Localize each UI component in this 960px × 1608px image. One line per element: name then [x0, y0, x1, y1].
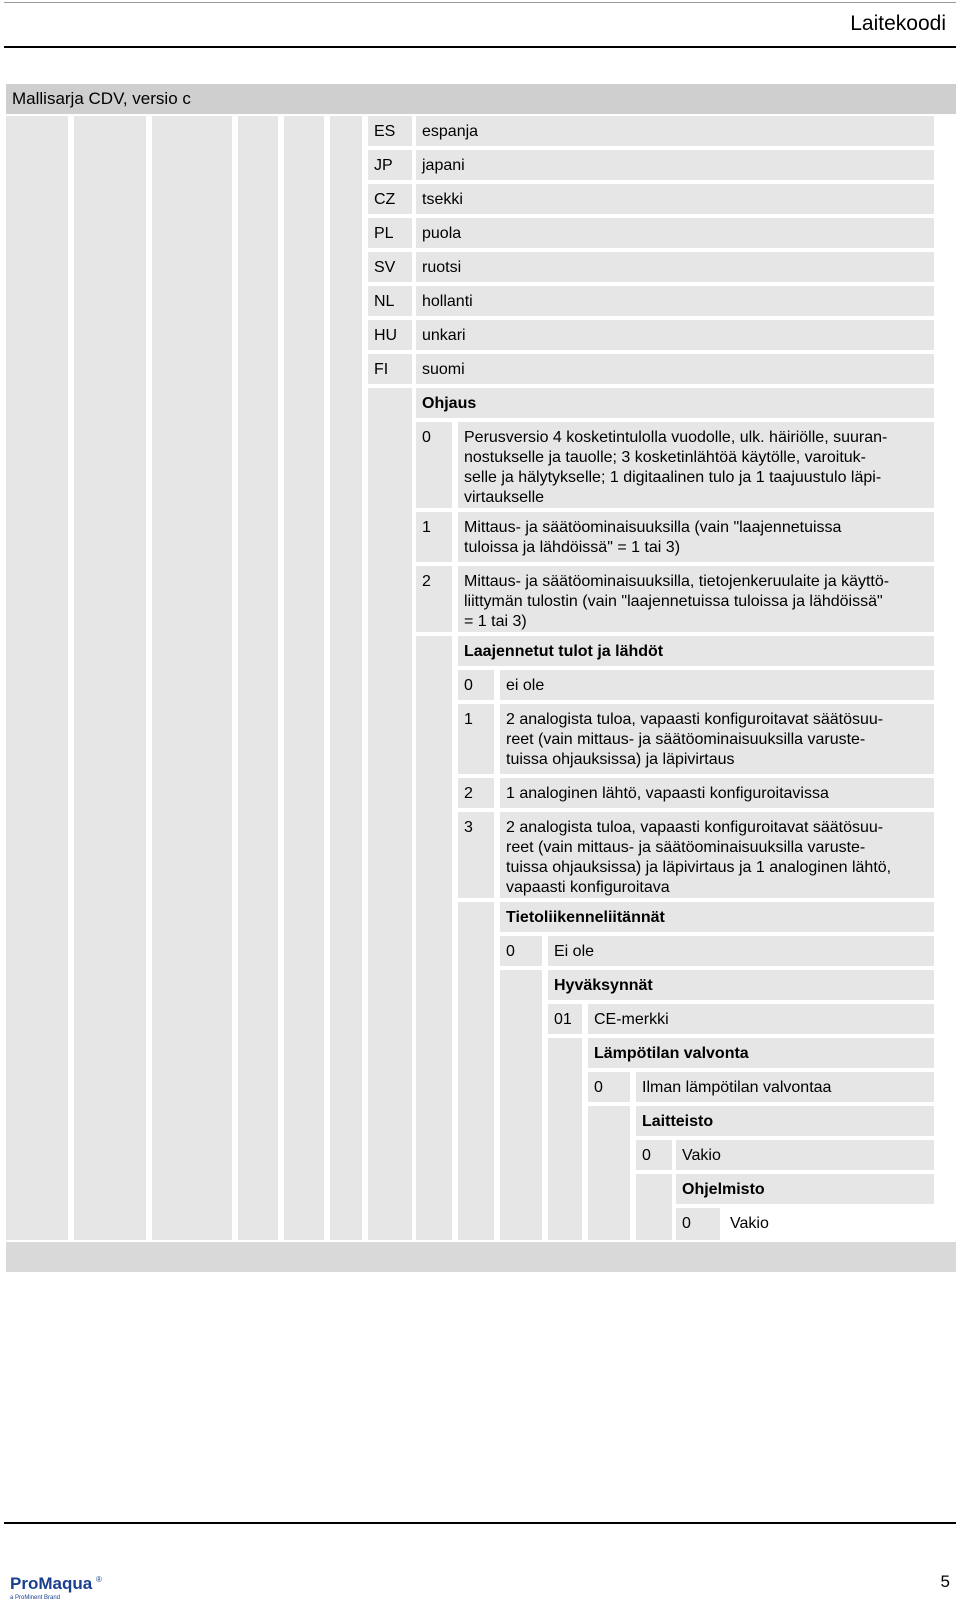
hyv-desc-cell [588, 1004, 934, 1034]
lang-name: japani [422, 157, 465, 174]
column-6 [330, 116, 362, 1240]
ohjaus-desc-line: Mittaus- ja säätöominaisuuksilla (vain "laajennetuissa [464, 519, 842, 536]
laaj-code: 2 [464, 785, 473, 802]
lamp-heading-cell [588, 1038, 934, 1068]
tieto-heading-cell [500, 902, 934, 932]
column-1 [6, 116, 68, 1240]
laite-desc: Vakio [682, 1147, 721, 1164]
laaj-desc-line: 1 analoginen lähtö, vapaasti konfiguroitavissa [506, 785, 829, 802]
lang-name-cell [416, 252, 934, 282]
lang-name-cell [416, 286, 934, 316]
tieto-code: 0 [506, 943, 515, 960]
lang-name: espanja [422, 123, 479, 140]
tieto-heading: Tietoliikenneliitännät [506, 909, 665, 926]
lang-name-cell [416, 150, 934, 180]
lang-code-cell [368, 150, 412, 180]
column-3 [152, 116, 232, 1240]
laaj-heading-cell [458, 636, 934, 666]
laaj-code: 1 [464, 711, 473, 728]
tieto-desc-cell [548, 936, 934, 966]
laaj-desc-cell [500, 778, 934, 808]
ohjaus-desc-line: liittymän tulostin (vain "laajennetuissa tuloissa ja lähdöissä" [464, 593, 883, 610]
lamp-desc-cell [636, 1072, 934, 1102]
ohjaus-code: 1 [422, 519, 431, 536]
lang-code: HU [374, 327, 398, 344]
hyv-desc: CE-merkki [594, 1011, 669, 1028]
laaj-code-cell [458, 778, 494, 808]
hyv-heading-cell [548, 970, 934, 1000]
ohjaus-desc-cell [458, 422, 934, 508]
laaj-desc-cell [500, 812, 934, 898]
svg-text:®: ® [96, 1575, 102, 1584]
lang-name: tsekki [422, 191, 463, 208]
laaj-desc-line: 2 analogista tuloa, vapaasti konfiguroitavat säätösuu- [506, 711, 884, 728]
column-tieto [500, 970, 542, 1240]
promaqua-logo-mark [10, 1572, 120, 1602]
lang-code: CZ [374, 191, 396, 208]
hyv-code-cell [548, 1004, 582, 1034]
lang-code-cell [368, 354, 412, 384]
footer-rule [4, 1522, 956, 1524]
lang-name-cell [416, 320, 934, 350]
header-rule [4, 46, 956, 48]
lang-code: ES [374, 123, 396, 140]
table-title-bar [6, 84, 956, 114]
column-2 [74, 116, 146, 1240]
tieto-desc: Ei ole [554, 943, 595, 960]
column-laite [636, 1174, 672, 1240]
column-ohjaus [416, 636, 452, 1240]
table-bottom-bar [6, 1242, 956, 1272]
lang-code-cell [368, 116, 412, 146]
column-lamp [588, 1106, 630, 1240]
ohjaus-heading-cell [416, 388, 934, 418]
ohjelm-heading-cell [676, 1174, 934, 1204]
ohjaus-desc-line: = 1 tai 3) [464, 613, 527, 630]
lang-code-cell [368, 286, 412, 316]
lang-code: SV [374, 259, 396, 276]
laaj-desc-line: reet (vain mittaus- ja säätöominaisuuksilla varuste- [506, 839, 866, 856]
column-4 [238, 116, 278, 1240]
ohjaus-desc-line: Perusversio 4 kosketintulolla vuodolle, ulk. häiriölle, suuran- [464, 429, 888, 446]
laaj-code-cell [458, 704, 494, 774]
ohjelm-desc-cell [724, 1208, 934, 1240]
ohjaus-code: 0 [422, 429, 431, 446]
ohjaus-code: 2 [422, 573, 431, 590]
laaj-desc-line: tuissa ohjauksissa) ja läpivirtaus ja 1 analoginen lähtö, [506, 859, 892, 876]
lamp-desc: Ilman lämpötilan valvontaa [642, 1079, 832, 1096]
lang-name: unkari [422, 327, 466, 344]
ohjaus-desc-line: selle ja hälytykselle; 1 digitaalinen tulo ja 1 taajuustulo läpi- [464, 469, 882, 486]
lamp-heading: Lämpötilan valvonta [594, 1045, 749, 1062]
ohjaus-code-cell [416, 422, 452, 508]
ohjelm-desc: Vakio [730, 1215, 769, 1232]
table-title: Mallisarja CDV, versio c [12, 89, 191, 108]
ohjelm-code: 0 [682, 1215, 691, 1232]
lang-name-cell [416, 218, 934, 248]
laite-code-cell [636, 1140, 672, 1170]
lang-code-cell [368, 252, 412, 282]
ohjaus-heading: Ohjaus [422, 395, 477, 412]
laaj-code-cell [458, 670, 494, 700]
column-lang [368, 388, 412, 1240]
column-hyv [548, 1038, 582, 1240]
hyv-code: 01 [554, 1011, 572, 1028]
logo-text: ProMaqua [10, 1574, 93, 1593]
header-top-rule [4, 2, 956, 3]
laaj-heading: Laajennetut tulot ja lähdöt [464, 643, 664, 660]
lang-code: FI [374, 361, 389, 378]
laaj-desc-line: vapaasti konfiguroitava [506, 879, 670, 896]
lang-code-cell [368, 184, 412, 214]
lang-name: hollanti [422, 293, 473, 310]
ohjaus-desc-line: virtaukselle [464, 489, 545, 506]
lang-name-cell [416, 116, 934, 146]
promaqua-logo [10, 1572, 120, 1607]
tieto-code-cell [500, 936, 542, 966]
lang-name: suomi [422, 361, 465, 378]
lang-code: PL [374, 225, 394, 242]
hyv-heading: Hyväksynnät [554, 977, 653, 994]
lang-code-cell [368, 218, 412, 248]
laaj-code-cell [458, 812, 494, 898]
page-number: 5 [940, 1572, 950, 1591]
column-5 [284, 116, 324, 1240]
column-laaj [458, 902, 494, 1240]
ohjelm-code-cell [676, 1208, 720, 1240]
ohjaus-desc-cell [458, 512, 934, 562]
lamp-code-cell [588, 1072, 630, 1102]
ohjelm-heading: Ohjelmisto [682, 1181, 765, 1198]
laaj-desc-line: reet (vain mittaus- ja säätöominaisuuksilla varuste- [506, 731, 866, 748]
ohjaus-desc-line: nostukselle ja tauolle; 3 kosketinlähtöä käytölle, varoituk- [464, 449, 866, 466]
laite-desc-cell [676, 1140, 934, 1170]
laaj-desc-line: tuissa ohjauksissa) ja läpivirtaus [506, 751, 735, 768]
lang-name: puola [422, 225, 462, 242]
laite-code: 0 [642, 1147, 651, 1164]
ohjaus-desc-cell [458, 566, 934, 632]
page-title: Laitekoodi [850, 12, 946, 35]
lang-name-cell [416, 184, 934, 214]
laaj-code: 0 [464, 677, 473, 694]
ohjaus-desc-line: tuloissa ja lähdöissä" = 1 tai 3) [464, 539, 681, 556]
laaj-desc-line: ei ole [506, 677, 545, 694]
lang-name: ruotsi [422, 259, 462, 276]
logo-sub: a ProMinent Brand [10, 1595, 61, 1601]
laaj-code: 3 [464, 819, 473, 836]
laite-heading-cell [636, 1106, 934, 1136]
ohjaus-desc-line: Mittaus- ja säätöominaisuuksilla, tietojenkeruulaite ja käyttö- [464, 573, 890, 590]
ohjaus-code-cell [416, 512, 452, 562]
lang-code: NL [374, 293, 395, 310]
ohjaus-code-cell [416, 566, 452, 632]
laaj-desc-cell [500, 670, 934, 700]
lang-code-cell [368, 320, 412, 350]
laaj-desc-cell [500, 704, 934, 774]
laite-heading: Laitteisto [642, 1113, 714, 1130]
lamp-code: 0 [594, 1079, 603, 1096]
lang-name-cell [416, 354, 934, 384]
laaj-desc-line: 2 analogista tuloa, vapaasti konfiguroitavat säätösuu- [506, 819, 884, 836]
lang-code: JP [374, 157, 393, 174]
